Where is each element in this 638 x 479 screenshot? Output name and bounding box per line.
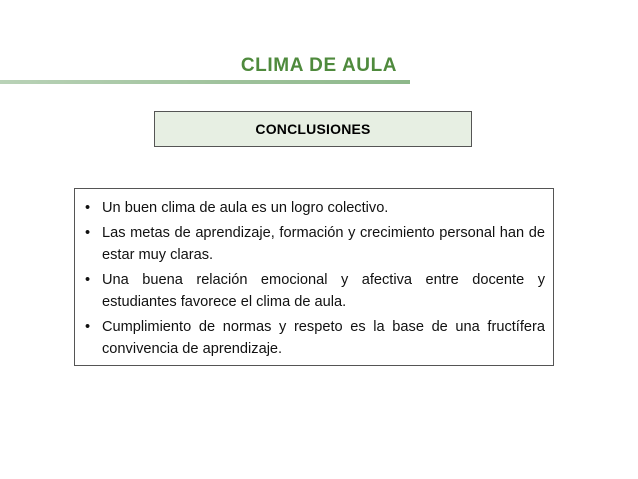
conclusion-item: • Las metas de aprendizaje, formación y crecimiento personal han de estar muy claras. xyxy=(85,222,545,267)
conclusion-item: • Un buen clima de aula es un logro colectivo. xyxy=(85,197,545,220)
section-header-box xyxy=(154,111,472,147)
title-underline-rule xyxy=(0,80,410,84)
conclusions-box xyxy=(74,188,554,366)
conclusion-item: • Una buena relación emocional y afectiva entre docente y estudiantes favorece el clima de aula. xyxy=(85,269,545,314)
conclusions-list xyxy=(85,197,545,361)
section-label: CONCLUSIONES xyxy=(255,121,371,137)
conclusion-item: • Cumplimiento de normas y respeto es la base de una fructífera convivencia de aprendizaje. xyxy=(85,316,545,361)
page-title: CLIMA DE AULA xyxy=(240,55,398,76)
